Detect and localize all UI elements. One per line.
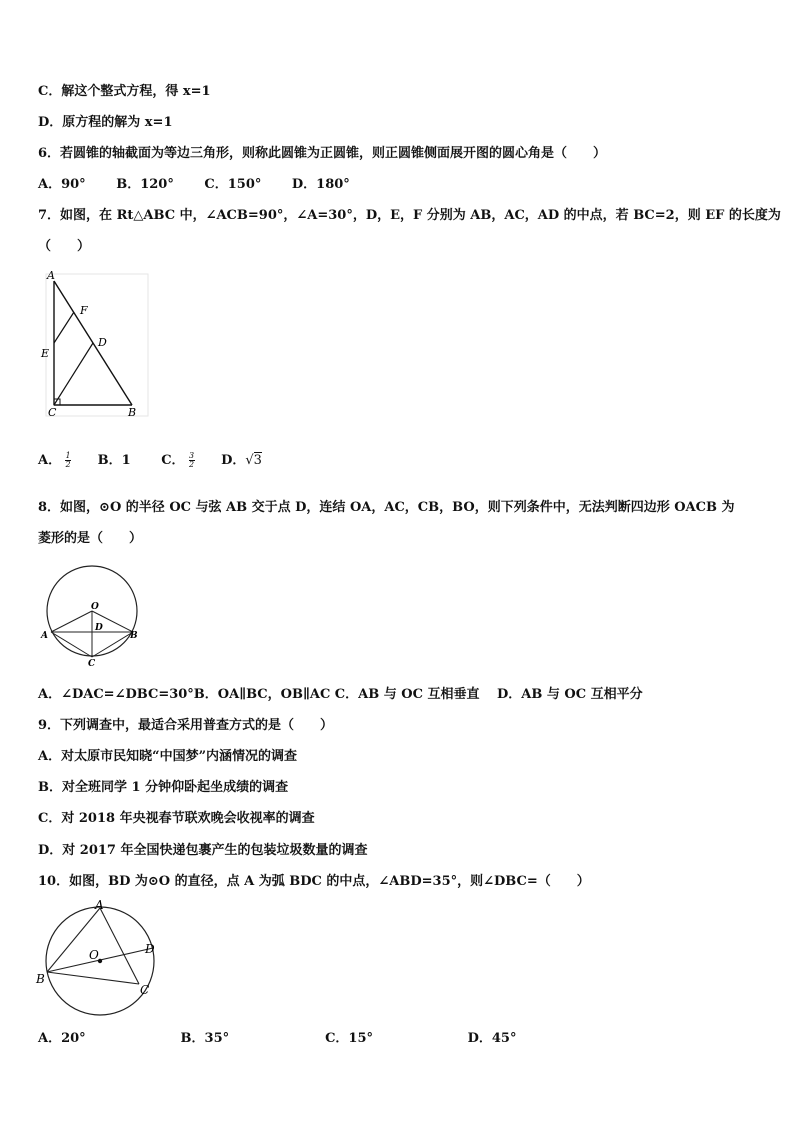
label-f: F bbox=[80, 304, 88, 317]
label-d: D bbox=[95, 623, 103, 633]
q9-stem: 9．下列调查中，最适合采用普查方式的是（ ） bbox=[38, 718, 334, 733]
label-b: B bbox=[36, 972, 45, 986]
q10-circle-figure bbox=[34, 898, 162, 1020]
label-c: C bbox=[88, 659, 96, 669]
label-a: A bbox=[47, 269, 55, 282]
segment-cd bbox=[54, 343, 93, 405]
label-d: D bbox=[98, 336, 107, 349]
label-d: D bbox=[145, 942, 155, 956]
segment-bc bbox=[92, 632, 133, 657]
q6-stem: 6．若圆锥的轴截面为等边三角形，则称此圆锥为正圆锥，则正圆锥侧面展开图的圆心角是（ ） bbox=[38, 146, 607, 161]
q6-option-d: D．180° bbox=[291, 177, 350, 192]
q5-option-d: D．原方程的解为 x=1 bbox=[38, 115, 173, 130]
q10-option-d: D．45° bbox=[467, 1031, 517, 1046]
q8-options: A．∠DAC=∠DBC=30°B．OA∥BC，OB∥AC C．AB 与 OC 互相垂直 D．AB 与 OC 互相平分 bbox=[38, 687, 643, 702]
q9-option-d: D．对 2017 年全国快递包裹产生的包装垃圾数量的调查 bbox=[38, 843, 368, 858]
segment-ef bbox=[54, 312, 74, 343]
q7-triangle-figure bbox=[36, 268, 152, 418]
q5-option-c: C．解这个整式方程，得 x=1 bbox=[38, 84, 211, 99]
fraction-numerator: 1 bbox=[65, 451, 71, 460]
q10-option-b: B．35° bbox=[180, 1031, 230, 1046]
fraction-denominator: 2 bbox=[189, 460, 195, 469]
q7-option-b: B．1 bbox=[97, 453, 131, 468]
label-c: C bbox=[48, 406, 57, 418]
q7-option-d-label: D． bbox=[221, 453, 246, 468]
q9-option-c: C．对 2018 年央视春节联欢晚会收视率的调查 bbox=[38, 811, 315, 826]
q10-stem: 10．如图，BD 为⊙O 的直径，点 A 为弧 BDC 的中点，∠ABD=35°，则∠DBC=（ ） bbox=[38, 874, 590, 889]
sqrt-radicand: 3 bbox=[253, 453, 262, 468]
chord-bc bbox=[47, 972, 139, 984]
q8-stem-line2: 菱形的是（ ） bbox=[38, 531, 143, 546]
sqrt-symbol: √ bbox=[245, 453, 254, 468]
q10-option-c: C．15° bbox=[325, 1031, 374, 1046]
label-b: B bbox=[130, 631, 138, 641]
fraction-denominator: 2 bbox=[65, 460, 71, 469]
label-a: A bbox=[95, 898, 104, 912]
label-c: C bbox=[140, 983, 150, 997]
q9-option-b: B．对全班同学 1 分钟仰卧起坐成绩的调查 bbox=[38, 780, 289, 795]
label-b: B bbox=[128, 406, 137, 418]
segment-ac bbox=[51, 632, 92, 657]
q7-options bbox=[38, 452, 262, 469]
q6-option-c: C．150° bbox=[204, 177, 262, 192]
q6-option-b: B．120° bbox=[116, 177, 174, 192]
q6-options bbox=[38, 177, 376, 193]
q7-option-a-fraction bbox=[65, 452, 71, 469]
q10-option-a: A．20° bbox=[38, 1031, 86, 1046]
chord-ac bbox=[100, 908, 139, 984]
q7-stem-line1: 7．如图，在 Rt△ABC 中，∠ACB=90°，∠A=30°，D，E，F 分别为 AB，AC，AD 的中点，若 BC=2，则 EF 的长度为 bbox=[38, 208, 781, 223]
q7-option-a-label: A． bbox=[38, 453, 62, 468]
q6-option-a: A．90° bbox=[38, 177, 86, 192]
label-a: A bbox=[41, 631, 48, 641]
q8-circle-figure bbox=[38, 565, 148, 669]
segment-oa bbox=[51, 611, 92, 632]
fraction-numerator: 3 bbox=[189, 451, 195, 460]
label-o: O bbox=[89, 948, 99, 962]
label-o: O bbox=[91, 602, 99, 612]
label-e: E bbox=[41, 347, 50, 360]
q8-stem-line1: 8．如图，⊙O 的半径 OC 与弦 AB 交于点 D，连结 OA，AC，CB，BO，则下列条件中，无法判断四边形 OACB 为 bbox=[38, 500, 735, 515]
q10-options bbox=[38, 1031, 516, 1047]
q7-option-c-label: C． bbox=[161, 453, 185, 468]
q7-option-c-fraction bbox=[189, 452, 195, 469]
chord-ba bbox=[47, 908, 100, 972]
q9-option-a: A．对太原市民知晓“中国梦”内涵情况的调查 bbox=[38, 749, 298, 764]
q7-stem-line2: （ ） bbox=[38, 239, 91, 254]
